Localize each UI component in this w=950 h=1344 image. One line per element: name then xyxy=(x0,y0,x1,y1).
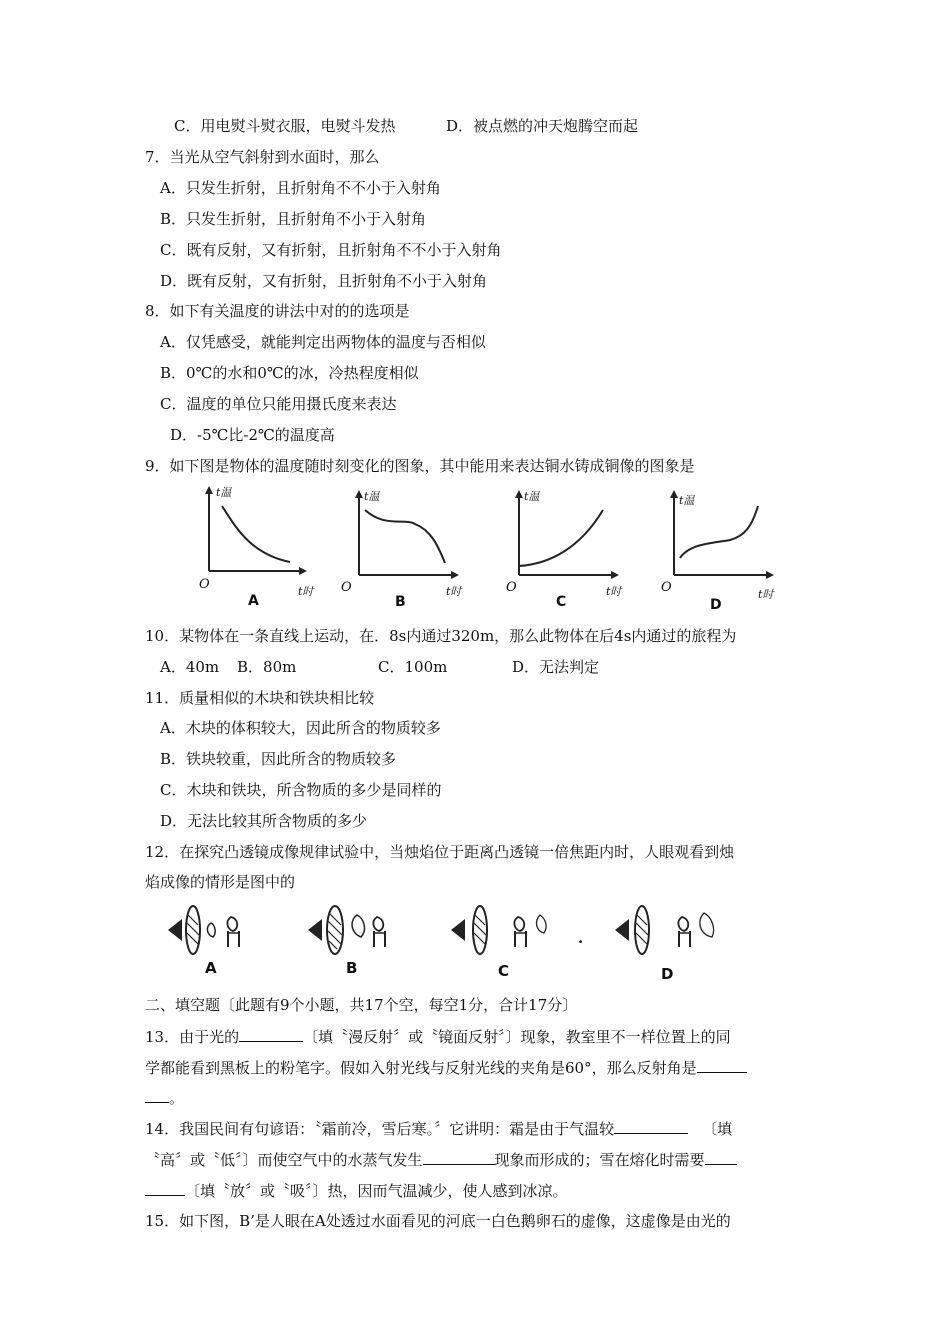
q11-option-b: B．铁块较重，因此所含的物质较多 xyxy=(160,750,397,768)
lens-figure-a-label: A xyxy=(205,959,217,977)
q7-stem: 7．当光从空气斜射到水面时，那么 xyxy=(145,148,380,166)
graph-c-x-axis: t时 xyxy=(606,585,622,598)
q14-line3 xyxy=(145,1180,568,1201)
graph-b-label: B xyxy=(395,594,406,610)
lens-figure-d-label: D xyxy=(661,965,674,983)
lens-figure-c xyxy=(448,903,558,958)
q14-text-e: 〔填〝放〞或〝吸〞〕热，因而气温减少，使人感到冰凉。 xyxy=(185,1182,568,1200)
graph-d-x-axis: t时 xyxy=(758,588,774,601)
q10-option-c: C．100m xyxy=(378,658,448,676)
q13-blank-1[interactable] xyxy=(239,1026,303,1042)
q13-text-a: 13．由于光的 xyxy=(145,1028,240,1046)
q7-option-a: A．只发生折射，且折射角不不小于入射角 xyxy=(160,179,441,197)
q13-line1 xyxy=(145,1026,731,1047)
graph-d-origin: O xyxy=(661,580,672,595)
lens-figure-a xyxy=(165,903,260,958)
q11-option-c: C．木块和铁块，所含物质的多少是同样的 xyxy=(160,781,442,799)
q14-line1 xyxy=(145,1118,732,1139)
q14-blank-1[interactable] xyxy=(614,1118,688,1134)
graph-b-y-axis: t温 xyxy=(364,490,380,503)
q8-option-a: A．仅凭感受，就能判定出两物体的温度与否相似 xyxy=(160,333,486,351)
q12-separator-dot: . xyxy=(578,929,584,947)
q8-option-d: D．-5℃比-2℃的温度高 xyxy=(170,426,335,444)
q13-text-b: 〔填〝漫反射〞或〝镜面反射〞〕现象，教室里不一样位置上的同 xyxy=(303,1028,731,1046)
q14-blank-2[interactable] xyxy=(423,1149,495,1165)
graph-c-origin: O xyxy=(506,580,517,595)
graph-c-y-axis: t温 xyxy=(524,490,540,503)
q14-text-b: 〔填 xyxy=(702,1120,733,1138)
graph-c-label: C xyxy=(556,594,567,610)
q14-blank-3a[interactable] xyxy=(705,1149,737,1165)
q13-line3 xyxy=(145,1087,184,1108)
section2-title: 二、填空题〔此题有9个小题，共17个空，每空1分，合计17分〕 xyxy=(145,996,578,1014)
q8-stem: 8．如下有关温度的讲法中对的的选项是 xyxy=(145,302,410,320)
graph-d-y-axis: t温 xyxy=(679,494,695,507)
lens-figure-b-label: B xyxy=(346,959,358,977)
q10-option-a: A．40m xyxy=(160,658,220,676)
q11-option-d: D．无法比较其所含物质的多少 xyxy=(160,812,368,830)
q8-option-b: B．0℃的水和0℃的冰，冷热程度相似 xyxy=(160,364,419,382)
graph-a-y-axis: t温 xyxy=(216,486,232,499)
q13-line2 xyxy=(145,1057,747,1078)
graph-d-label: D xyxy=(710,597,722,613)
q11-option-a: A．木块的体积较大，因此所含的物质较多 xyxy=(160,719,441,737)
graph-a-origin: O xyxy=(199,577,210,592)
q13-blank-2a[interactable] xyxy=(697,1057,747,1073)
q7-option-c: C．既有反射，又有折射，且折射角不不小于入射角 xyxy=(160,241,502,259)
graph-b-origin: O xyxy=(341,580,352,595)
q6-option-c: C．用电熨斗熨衣服，电熨斗发热 xyxy=(174,117,396,135)
q12-stem-line1: 12．在探究凸透镜成像规律试验中，当烛焰位于距离凸透镜一倍焦距内时，人眼观看到烛 xyxy=(145,843,735,861)
q13-text-c: 学都能看到黑板上的粉笔字。假如入射光线与反射光线的夹角是60°，那么反射角是 xyxy=(145,1059,697,1077)
q14-blank-3b[interactable] xyxy=(145,1180,185,1196)
q10-option-b: B．80m xyxy=(237,658,297,676)
q14-text-c: 〝高〞或〝低〞〕而使空气中的水蒸气发生 xyxy=(145,1151,423,1169)
graph-a-x-axis: t时 xyxy=(298,585,314,598)
q15-line1: 15．如下图，B’是人眼在A处透过水面看见的河底一白色鹅卵石的虚像，这虚像是由光的 xyxy=(145,1212,731,1230)
q10-option-d: D．无法判定 xyxy=(512,658,600,676)
q9-stem: 9．如下图是物体的温度随时刻变化的图象，其中能用来表达铜水铸成铜像的图象是 xyxy=(145,457,695,475)
graph-b-x-axis: t时 xyxy=(446,585,462,598)
graph-a xyxy=(195,484,320,584)
q13-text-d: 。 xyxy=(169,1089,185,1107)
q10-stem: 10．某物体在一条直线上运动，在．8s内通过320m，那么此物体在后4s内通过的旅程为 xyxy=(145,627,737,645)
q12-stem-line2: 焰成像的情形是图中的 xyxy=(145,873,296,891)
graph-a-label: A xyxy=(248,593,259,609)
lens-figure-b xyxy=(305,903,400,958)
q14-line2 xyxy=(145,1149,737,1170)
q6-option-d: D．被点燃的冲天炮腾空而起 xyxy=(446,117,639,135)
q14-text-d: 现象而形成的；雪在熔化时需要 xyxy=(494,1151,705,1169)
lens-figure-d xyxy=(612,903,722,958)
q7-option-b: B．只发生折射，且折射角不小于入射角 xyxy=(160,210,427,228)
q8-option-c: C．温度的单位只能用摄氏度来表达 xyxy=(160,395,397,413)
q11-stem: 11．质量相似的木块和铁块相比较 xyxy=(145,689,375,707)
q7-option-d: D．既有反射，又有折射，且折射角不小于入射角 xyxy=(160,272,488,290)
lens-figure-c-label: C xyxy=(498,962,510,980)
q14-text-a: 14．我国民间有句谚语：〝霜前冷，雪后寒。〞它讲明：霜是由于气温较 xyxy=(145,1120,615,1138)
q13-blank-2b[interactable] xyxy=(145,1087,169,1103)
